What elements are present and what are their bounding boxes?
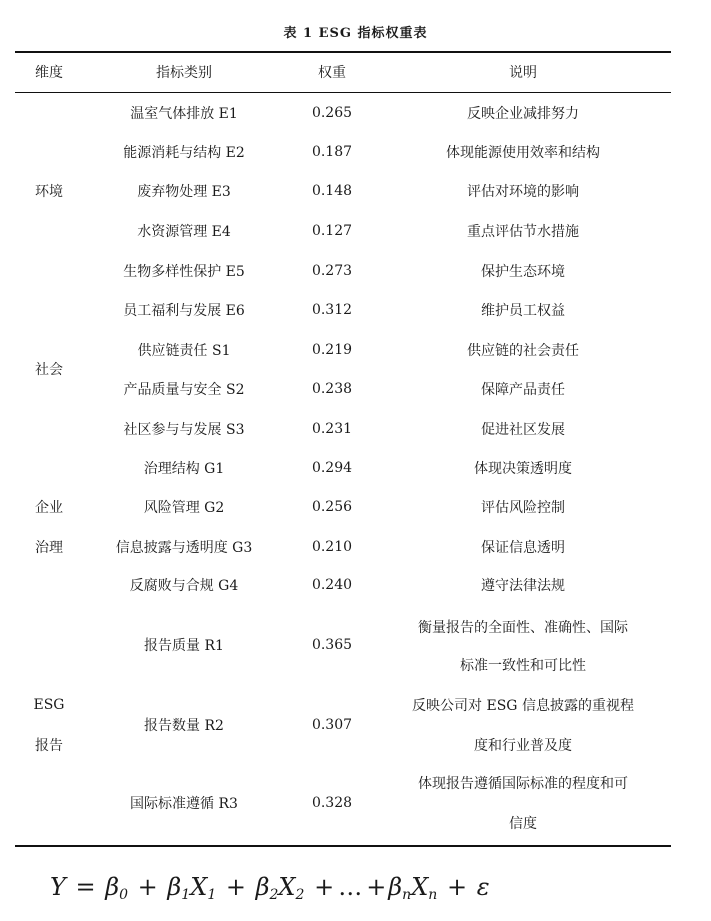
- row-category: 水资源管理 E4: [137, 224, 231, 240]
- row-category: 治理结构 G1: [143, 461, 225, 477]
- dimension-governance-line1: 企业: [35, 500, 63, 516]
- dimension-esg-line2: 报告: [35, 738, 63, 754]
- row-weight: 0.187: [311, 144, 353, 160]
- row-weight: 0.365: [311, 637, 353, 653]
- formula-ellipsis: …: [338, 873, 363, 901]
- formula-sub: n: [402, 887, 412, 903]
- formula-equals: =: [75, 873, 96, 901]
- row-weight: 0.265: [311, 105, 353, 121]
- formula-plus: +: [314, 873, 335, 901]
- row-weight: 0.238: [311, 381, 353, 397]
- row-category: 产品质量与安全 S2: [123, 382, 245, 398]
- row-description-line2: 度和行业普及度: [474, 738, 572, 754]
- header-description: 说明: [509, 65, 537, 81]
- row-description: 体现决策透明度: [474, 461, 572, 477]
- row-description: 保证信息透明: [481, 540, 565, 556]
- row-category: 反腐败与合规 G4: [129, 578, 239, 594]
- row-description: 遵守法律法规: [481, 578, 565, 594]
- row-category: 生物多样性保护 E5: [123, 264, 245, 280]
- row-description-line2: 标准一致性和可比性: [460, 658, 586, 674]
- row-category: 供应链责任 S1: [137, 343, 231, 359]
- row-weight: 0.127: [311, 223, 353, 239]
- row-category: 风险管理 G2: [143, 500, 225, 516]
- row-description: 保障产品责任: [481, 382, 565, 398]
- dimension-esg-line1: ESG: [33, 697, 65, 713]
- formula-sub: 0: [119, 887, 129, 903]
- row-description: 评估对环境的影响: [467, 184, 579, 200]
- table-header-rule: [15, 92, 671, 93]
- row-weight: 0.210: [311, 539, 353, 555]
- row-description-line2: 信度: [509, 816, 537, 832]
- formula-beta: β: [105, 873, 120, 901]
- formula-sub: 2: [295, 887, 305, 903]
- row-description: 体现能源使用效率和结构: [446, 145, 600, 161]
- formula-plus: +: [366, 873, 387, 901]
- formula-x: X: [190, 873, 208, 901]
- formula-plus: +: [137, 873, 158, 901]
- row-weight: 0.307: [311, 717, 353, 733]
- formula-sub: 1: [207, 887, 217, 903]
- row-description: 反映企业减排努力: [467, 106, 579, 122]
- row-description-line1: 体现报告遵循国际标准的程度和可: [418, 776, 628, 792]
- regression-formula: [50, 873, 490, 903]
- formula-x: X: [411, 873, 429, 901]
- row-category: 社区参与与发展 S3: [123, 422, 245, 438]
- table-caption: 表 1 ESG 指标权重表: [283, 26, 428, 41]
- table-top-rule: [15, 51, 671, 53]
- dimension-social: 社会: [35, 362, 63, 378]
- row-description: 促进社区发展: [481, 422, 565, 438]
- row-weight: 0.294: [311, 460, 353, 476]
- row-description: 重点评估节水措施: [467, 224, 579, 240]
- dimension-environment: 环境: [35, 184, 63, 200]
- formula-sub: 2: [269, 887, 279, 903]
- row-description-line1: 衡量报告的全面性、准确性、国际: [418, 620, 628, 636]
- formula-beta: β: [167, 873, 182, 901]
- row-description: 保护生态环境: [481, 264, 565, 280]
- row-category: 废弃物处理 E3: [137, 184, 231, 200]
- header-dimension: 维度: [35, 65, 63, 81]
- row-description: 评估风险控制: [481, 500, 565, 516]
- row-weight: 0.256: [311, 499, 353, 515]
- row-category: 能源消耗与结构 E2: [123, 145, 245, 161]
- row-description: 维护员工权益: [481, 303, 565, 319]
- row-category: 信息披露与透明度 G3: [115, 540, 253, 556]
- formula-sub: n: [428, 887, 438, 903]
- dimension-governance-line2: 治理: [35, 540, 63, 556]
- formula-sub: 1: [181, 887, 191, 903]
- row-weight: 0.219: [311, 342, 353, 358]
- row-category: 报告数量 R2: [144, 718, 224, 734]
- row-category: 国际标准遵循 R3: [130, 796, 238, 812]
- row-weight: 0.240: [311, 577, 353, 593]
- formula-plus: +: [225, 873, 246, 901]
- formula-y: Y: [50, 873, 66, 901]
- row-weight: 0.328: [311, 795, 353, 811]
- formula-beta: β: [388, 873, 403, 901]
- formula-x: X: [278, 873, 296, 901]
- formula-plus: +: [446, 873, 468, 901]
- header-category: 指标类别: [156, 65, 212, 81]
- row-weight: 0.231: [311, 421, 353, 437]
- row-category: 员工福利与发展 E6: [123, 303, 245, 319]
- row-weight: 0.273: [311, 263, 353, 279]
- formula-epsilon: ε: [476, 873, 490, 901]
- row-description: 供应链的社会责任: [467, 343, 579, 359]
- row-category: 温室气体排放 E1: [130, 106, 238, 122]
- formula-beta: β: [255, 873, 270, 901]
- row-weight: 0.148: [311, 183, 353, 199]
- row-weight: 0.312: [311, 302, 353, 318]
- table-bottom-rule: [15, 845, 671, 847]
- row-description-line1: 反映公司对 ESG 信息披露的重视程: [412, 698, 634, 714]
- row-category: 报告质量 R1: [144, 638, 224, 654]
- header-weight: 权重: [318, 65, 346, 81]
